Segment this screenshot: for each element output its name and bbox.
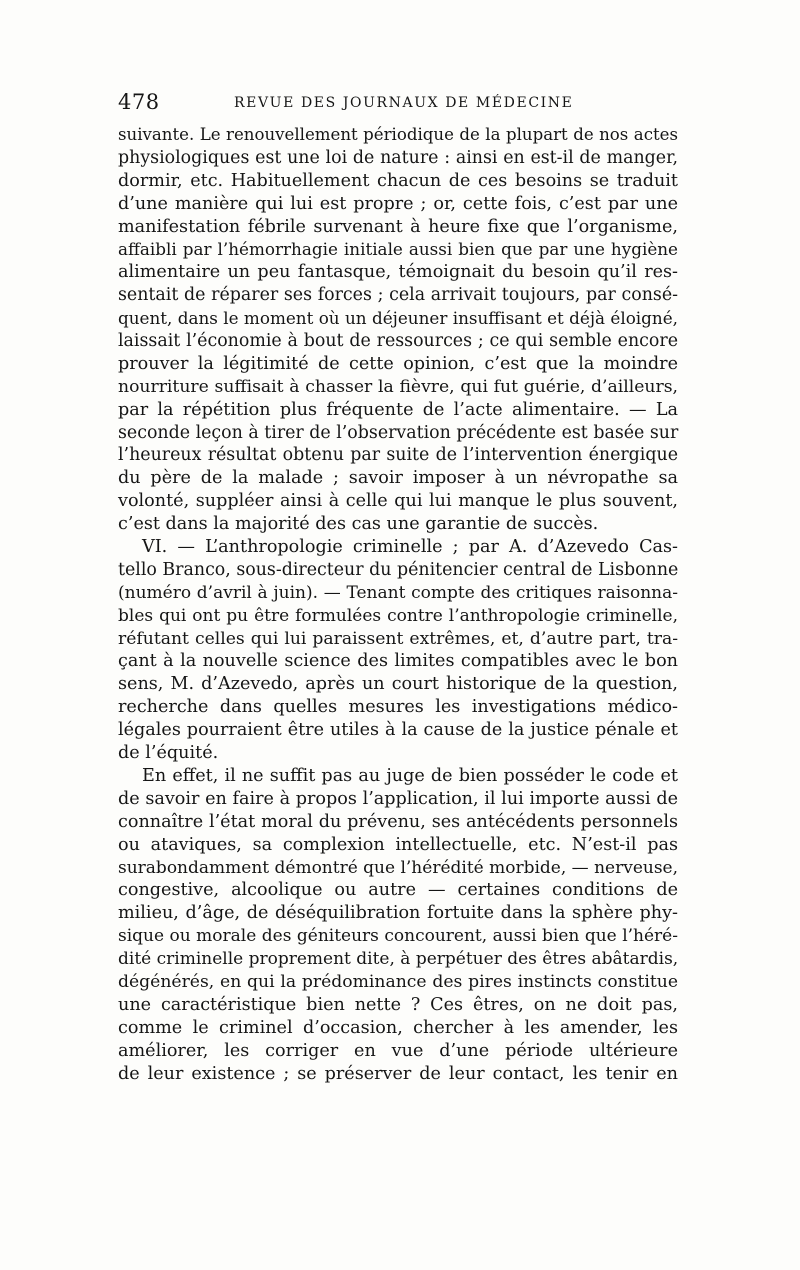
text-line: congestive, alcoolique ou autre — certaines conditions de (118, 880, 678, 901)
text-line: prouver la légitimité de cette opinion, c’est que la moindre (118, 353, 678, 374)
text-line: de leur existence ; se préserver de leur contact, les tenir en (118, 1063, 678, 1084)
text-line: VI. — L’anthropologie criminelle ; par A. d’Azevedo Cas- (142, 537, 678, 558)
text-line: comme le criminel d’occasion, chercher à les amender, les (118, 1017, 678, 1038)
text-line: volonté, suppléer ainsi à celle qui lui manque le plus souvent, (118, 491, 678, 512)
text-line: sique ou morale des géniteurs concourent, aussi bien que l’héré- (118, 926, 678, 947)
text-line: recherche dans quelles mesures les investigations médico- (118, 697, 678, 718)
text-line: affaibli par l’hémorrhagie initiale aussi bien que par une hygiène (118, 239, 678, 260)
body-text (118, 124, 678, 1085)
text-line: alimentaire un peu fantasque, témoignait du besoin qu’il res- (118, 262, 678, 283)
text-line: dité criminelle proprement dite, à perpétuer des êtres abâtardis, (118, 949, 679, 970)
page-number: 478 (118, 90, 160, 114)
text-line: suivante. Le renouvellement périodique de la plupart de nos actes (118, 125, 678, 144)
text-line: En effet, il ne suffit pas au juge de bien posséder le code et (142, 765, 678, 786)
text-line: nourriture suffisait à chasser la fièvre, qui fut guérie, d’ailleurs, (118, 376, 678, 397)
text-line: l’heureux résultat obtenu par suite de l’intervention énergique (118, 445, 678, 466)
text-line: ou ataviques, sa complexion intellectuelle, etc. N’est-il pas (118, 834, 678, 855)
text-line: sens, M. d’Azevedo, après un court historique de la question, (118, 674, 678, 695)
running-title: REVUE DES JOURNAUX DE MÉDECINE (234, 95, 574, 111)
page-header (118, 90, 678, 120)
text-line: d’une manière qui lui est propre ; or, cette fois, c’est par une (118, 193, 678, 214)
text-line: sentait de réparer ses forces ; cela arrivait toujours, par consé- (118, 285, 678, 306)
text-line: légales pourraient être utiles à la cause de la justice pénale et (118, 720, 678, 741)
text-line: (numéro d’avril à juin). — Tenant compte des critiques raisonna- (118, 582, 678, 603)
text-line: connaître l’état moral du prévenu, ses antécédents personnels (118, 811, 678, 832)
text-line: çant à la nouvelle science des limites compatibles avec le bon (118, 651, 678, 672)
text-line: c’est dans la majorité des cas une garantie de succès. (118, 514, 599, 535)
text-line: physiologiques est une loi de nature : ainsi en est-il de manger, (118, 147, 678, 168)
text-line: par la répétition plus fréquente de l’acte alimentaire. — La (118, 399, 678, 420)
text-line: une caractéristique bien nette ? Ces êtres, on ne doit pas, (118, 994, 678, 1015)
text-line: réfutant celles qui lui paraissent extrêmes, et, d’autre part, tra- (118, 628, 678, 649)
text-line: dormir, etc. Habituellement chacun de ces besoins se traduit (118, 170, 678, 191)
text-line: seconde leçon à tirer de l’observation précédente est basée sur (118, 422, 679, 443)
text-line: dégénérés, en qui la prédominance des pires instincts constitue (118, 971, 678, 992)
text-line: manifestation fébrile survenant à heure fixe que l’organisme, (118, 216, 678, 237)
text-line: milieu, d’âge, de déséquilibration fortuite dans la sphère phy- (118, 903, 678, 924)
text-line: quent, dans le moment où un déjeuner insuffisant et déjà éloigné, (118, 308, 678, 329)
text-line: surabondamment démontré que l’hérédité morbide, — nerveuse, (118, 857, 679, 878)
text-line: bles qui ont pu être formulées contre l’anthropologie criminelle, (118, 605, 678, 626)
text-line: tello Branco, sous-directeur du pénitencier central de Lisbonne (118, 559, 679, 580)
text-line: laissait l’économie à bout de ressources ; ce qui semble encore (118, 331, 678, 352)
text-line: améliorer, les corriger en vue d’une période ultérieure (118, 1040, 678, 1061)
text-line: du père de la malade ; savoir imposer à un névropathe sa (118, 468, 678, 489)
text-line: de l’équité. (118, 743, 219, 764)
text-line: de savoir en faire à propos l’application, il lui importe aussi de (118, 788, 678, 809)
